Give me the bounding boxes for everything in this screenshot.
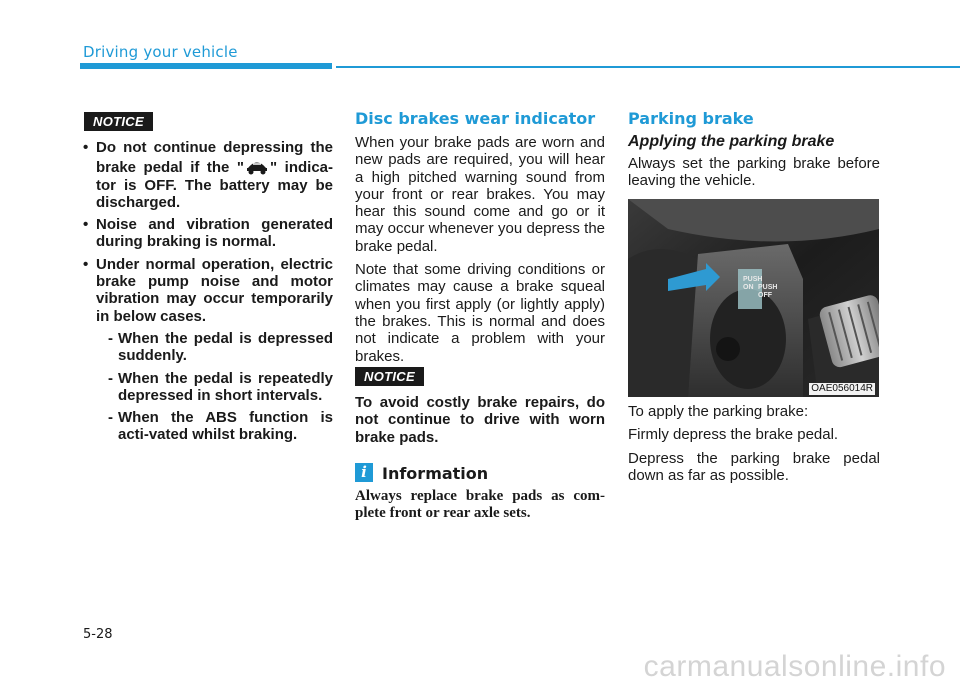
- sub-item-depressed-suddenly: - When the pedal is depressed suddenly.: [96, 330, 333, 365]
- sub-item-abs-active: - When the ABS function is acti-vated whilst braking.: [96, 409, 333, 444]
- parking-brake-para3: Firmly depress the brake pedal.: [628, 426, 839, 444]
- applying-parking-brake-subheading: Applying the parking brake: [628, 133, 835, 150]
- parking-brake-illustration: [628, 199, 879, 397]
- bullet-noise-vibration: • Noise and vibration generated during braking is normal.: [83, 216, 333, 251]
- information-text: Always replace brake pads as com-plete front or rear axle sets.: [355, 488, 605, 521]
- notice-content-left: [83, 139, 333, 449]
- notice-worn-pads-text: To avoid costly brake repairs, do not continue to drive with worn brake pads.: [355, 394, 605, 446]
- parking-brake-steps: [628, 403, 880, 484]
- watermark: carmanualsonline.info: [643, 650, 946, 683]
- header-rule-thick: [80, 63, 332, 69]
- disc-brakes-body: [355, 134, 605, 365]
- bullet3-text: Under normal operation, electric brake pump noise and motor vibration may occur temporarily in below cases.: [96, 255, 333, 325]
- switch-label-push-on: PUSH ON: [743, 276, 763, 291]
- notice-bullet-list: [83, 139, 333, 444]
- bullet1-text-start: Do not continue depressing the brake pedal if the ": [96, 139, 333, 177]
- information-title: Information: [382, 464, 489, 483]
- notice-badge: NOTICE: [84, 112, 153, 131]
- parking-brake-para1: Always set the parking brake before leaving the vehicle.: [628, 155, 880, 190]
- bullet1-text-end: " indica-tor is OFF. The battery may be discharged.: [96, 159, 333, 211]
- disc-brakes-heading: Disc brakes wear indicator: [355, 109, 596, 128]
- bullet-electric-brake-pump: [83, 256, 333, 444]
- parking-brake-photo: [628, 199, 879, 397]
- header-rule-thin: [336, 66, 960, 68]
- switch-label-push-off: PUSH OFF: [758, 284, 778, 299]
- parking-brake-para2: To apply the parking brake:: [628, 403, 809, 420]
- disc-brakes-para1: When your brake pads are worn and new pads are required, you will hear a high pitched warning sound from your front or rear brakes. You may hear this sound come and go or it may occur whenever you depress the brake pedal.: [355, 134, 605, 255]
- parking-brake-para4: Depress the parking brake pedal down as far as possible.: [628, 449, 880, 484]
- bullet-brake-indicator: [83, 139, 333, 211]
- information-icon: i: [355, 463, 373, 482]
- notice-badge-middle: NOTICE: [355, 367, 424, 386]
- photo-reference-code: OAE056014R: [811, 383, 873, 394]
- section-title: Driving your vehicle: [83, 43, 238, 61]
- brake-warning-icon: [244, 156, 270, 176]
- page-number: 5-28: [83, 627, 113, 642]
- parking-brake-heading: Parking brake: [628, 109, 754, 128]
- sub-item-repeatedly-depressed: - When the pedal is repeatedly depressed in short intervals.: [96, 370, 333, 405]
- disc-brakes-para2: Note that some driving conditions or climates may cause a brake squeal when you first apply (or lightly apply) the brakes. This is normal and does not indicate a problem with your brakes.: [355, 261, 605, 365]
